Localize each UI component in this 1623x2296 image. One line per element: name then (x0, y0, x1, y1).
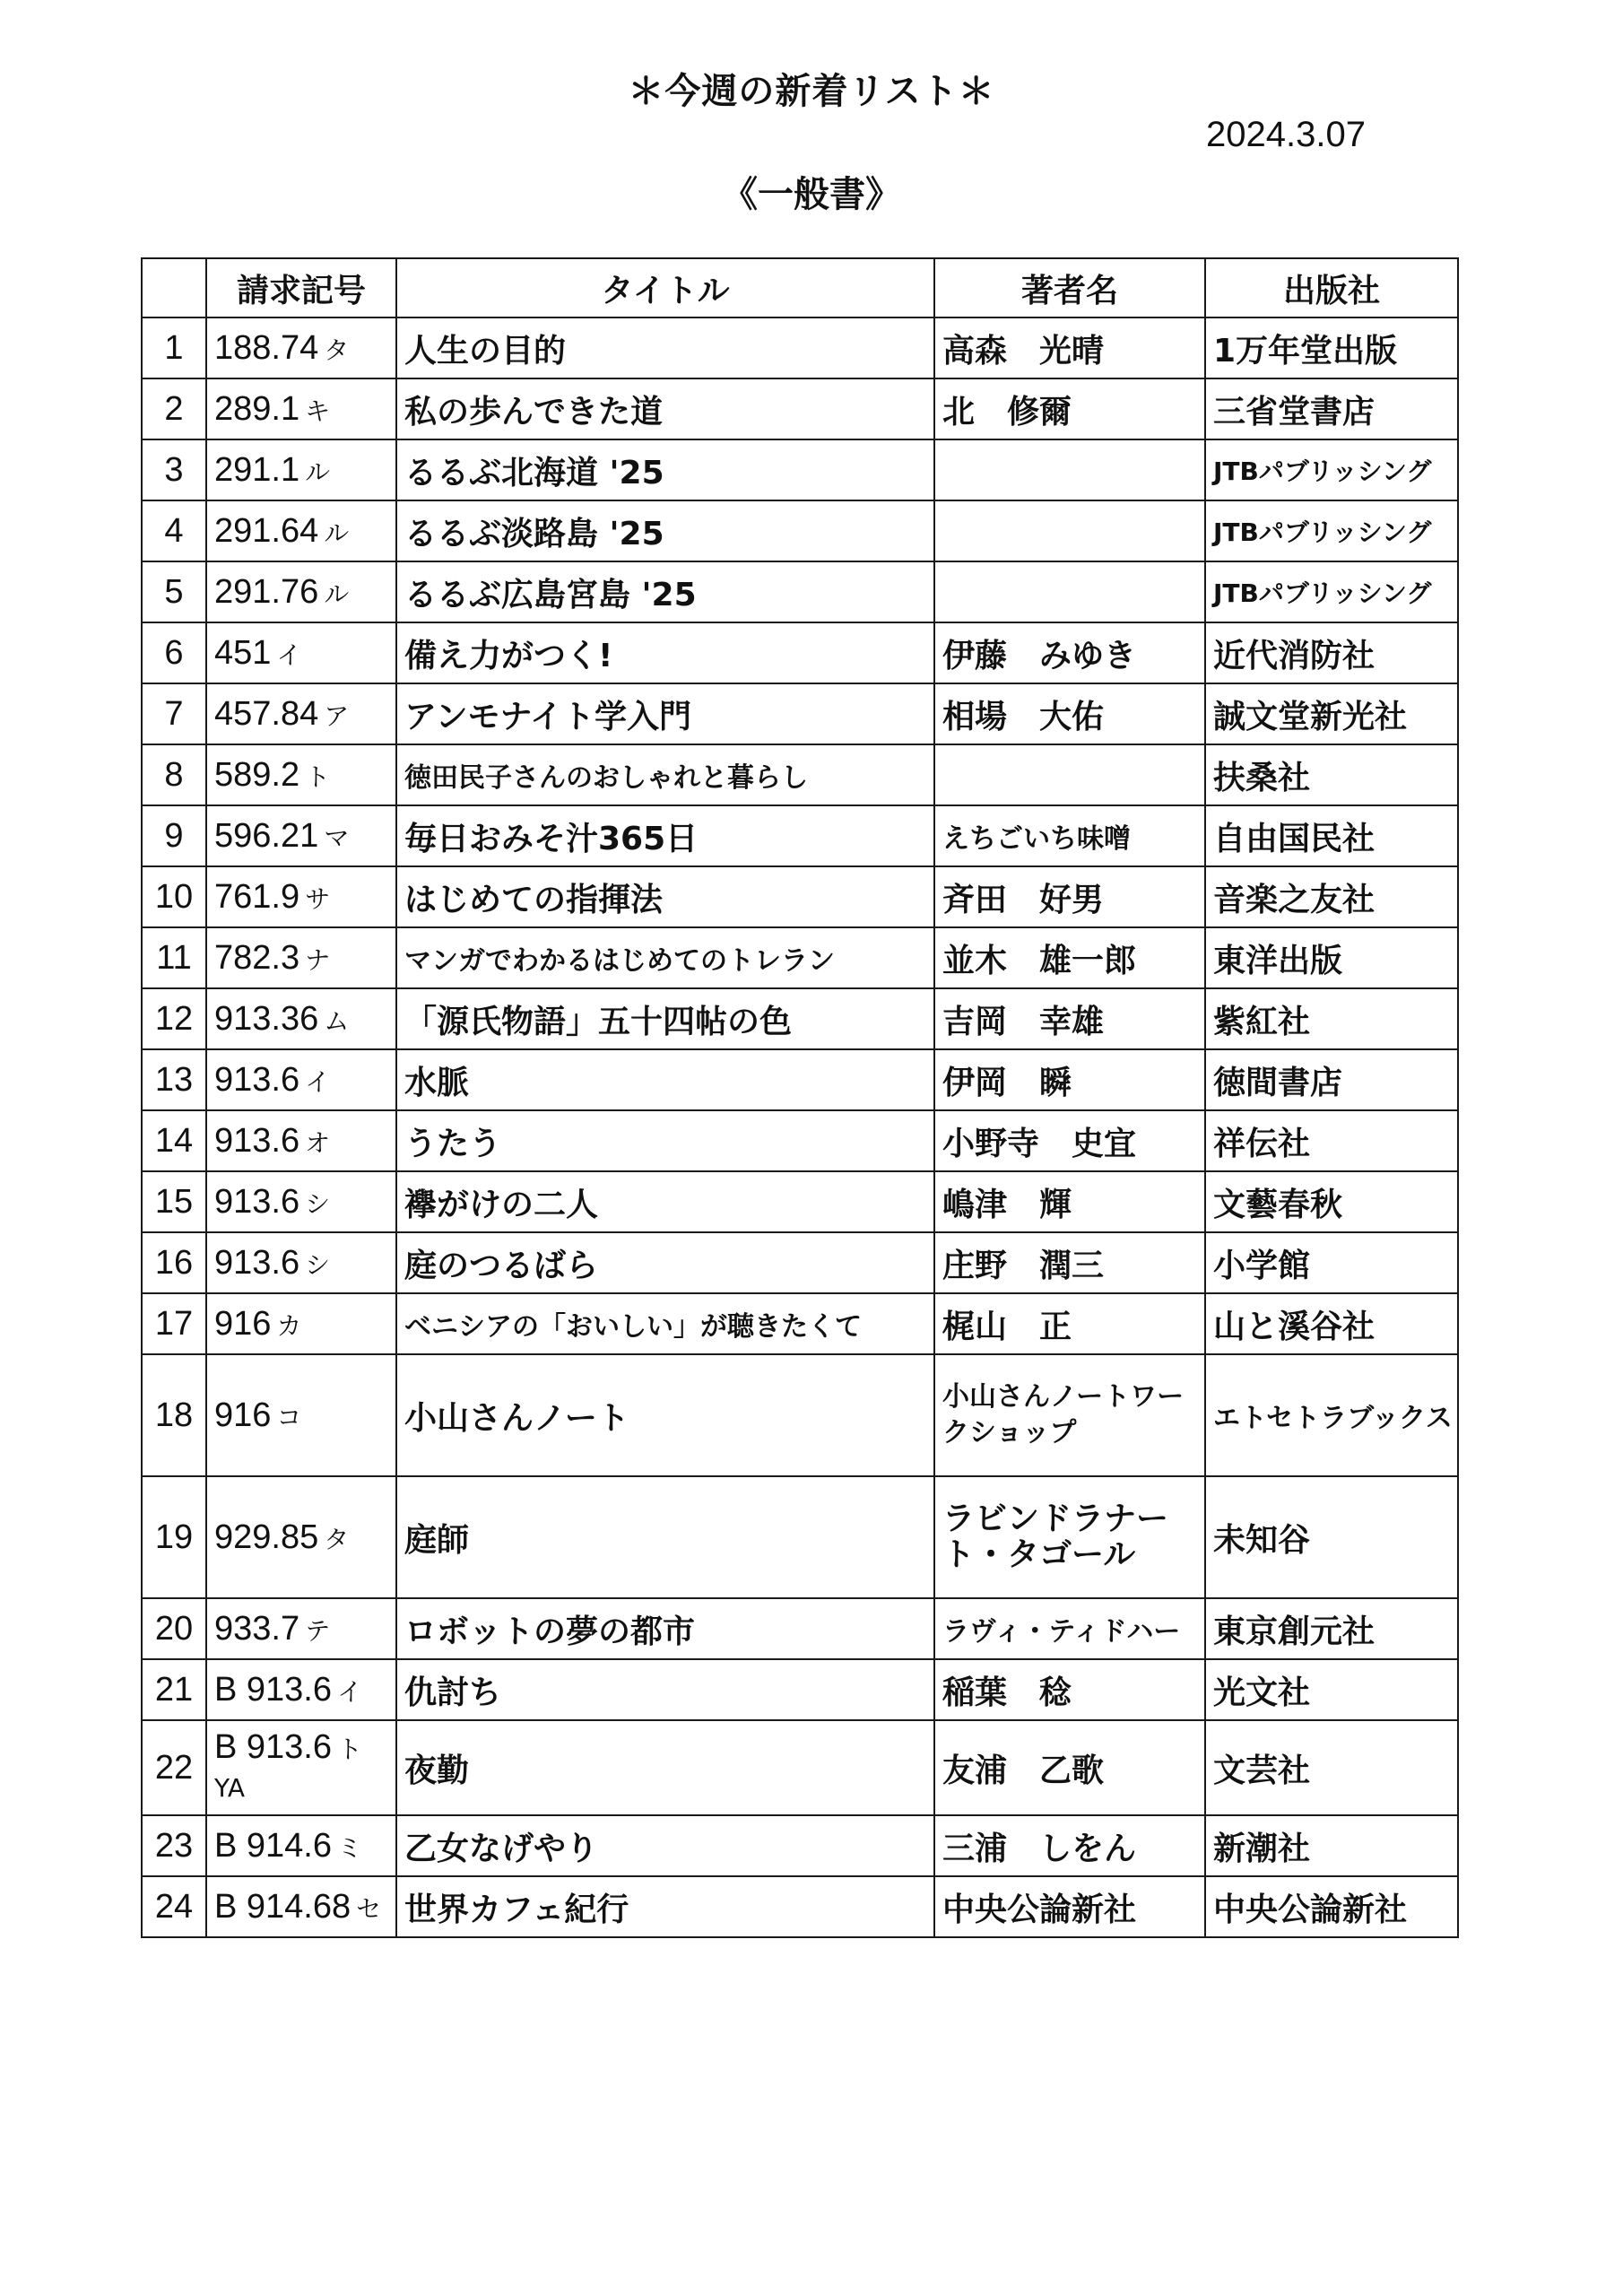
list-title: ＊今週の新着リスト＊ (628, 71, 995, 112)
table-row (142, 1815, 1458, 1876)
publisher-name: 自由国民社 (1205, 805, 1458, 866)
call-number (206, 683, 396, 744)
call-number-author-mark: ナ (305, 944, 331, 975)
call-number-author-mark: シ (305, 1249, 331, 1280)
call-number-class: 451 (214, 633, 272, 672)
call-number-author-mark: シ (305, 1188, 331, 1219)
column-header-publisher: 出版社 (1205, 258, 1458, 317)
call-number-author-mark: ル (324, 517, 350, 548)
table-row (142, 1110, 1458, 1171)
book-title: るるぶ北海道 '25 (396, 439, 934, 500)
call-number-author-mark: イ (276, 639, 302, 670)
book-title: 世界カフェ紀行 (396, 1876, 934, 1937)
call-number-author-mark: コ (276, 1402, 302, 1432)
call-number-class: 929.85 (214, 1518, 319, 1556)
author-name: 梶山 正 (934, 1293, 1205, 1354)
call-number-class: 913.6 (214, 1182, 300, 1221)
author-name: 吉岡 幸雄 (934, 988, 1205, 1049)
book-title: 庭のつるばら (396, 1232, 934, 1293)
table-row (142, 1049, 1458, 1110)
book-title: 「源氏物語」五十四帖の色 (396, 988, 934, 1049)
publisher-name: 未知谷 (1205, 1476, 1458, 1598)
call-number-class: B 913.6 (214, 1728, 332, 1766)
author-name: 伊岡 瞬 (934, 1049, 1205, 1110)
call-number-class: 291.64 (214, 511, 319, 550)
call-number-class: 589.2 (214, 755, 300, 794)
author-name: 三浦 しをん (934, 1815, 1205, 1876)
publisher-name: JTBパブリッシング (1205, 439, 1458, 500)
call-number-author-mark: ト (305, 761, 331, 792)
table-row (142, 683, 1458, 744)
call-number-class: 916 (214, 1396, 272, 1434)
call-number-author-mark: タ (324, 1524, 350, 1554)
publisher-name: 中央公論新社 (1205, 1876, 1458, 1937)
table-row (142, 1659, 1458, 1720)
row-number: 13 (142, 1049, 206, 1110)
row-number: 19 (142, 1476, 206, 1598)
book-title: るるぶ広島宮島 '25 (396, 561, 934, 622)
call-number-author-mark: カ (276, 1310, 302, 1341)
publisher-name: 近代消防社 (1205, 622, 1458, 683)
call-number (206, 744, 396, 805)
book-title: アンモナイト学入門 (396, 683, 934, 744)
call-number-class: 761.9 (214, 877, 300, 916)
publisher-name: 新潮社 (1205, 1815, 1458, 1876)
call-number-author-mark: ア (324, 700, 350, 731)
publisher-name: 扶桑社 (1205, 744, 1458, 805)
author-name: 小野寺 史宜 (934, 1110, 1205, 1171)
publisher-name: 文藝春秋 (1205, 1171, 1458, 1232)
publisher-name: 三省堂書店 (1205, 378, 1458, 439)
call-number-class: 596.21 (214, 816, 319, 855)
book-title: ロボットの夢の都市 (396, 1598, 934, 1659)
column-header-number (142, 258, 206, 317)
table-row (142, 988, 1458, 1049)
table-row (142, 927, 1458, 988)
list-date: 2024.3.07 (1206, 115, 1366, 154)
table-row (142, 378, 1458, 439)
call-number (206, 988, 396, 1049)
publisher-name: 誠文堂新光社 (1205, 683, 1458, 744)
call-number-class: 289.1 (214, 389, 300, 428)
call-number-class: B 914.68 (214, 1887, 352, 1926)
row-number: 1 (142, 317, 206, 378)
call-number (206, 866, 396, 927)
call-number (206, 1815, 396, 1876)
publisher-name: 東京創元社 (1205, 1598, 1458, 1659)
book-title: 襷がけの二人 (396, 1171, 934, 1232)
row-number: 8 (142, 744, 206, 805)
publisher-name: 1万年堂出版 (1205, 317, 1458, 378)
book-title: マンガでわかるはじめてのトレラン (396, 927, 934, 988)
table-header-row (142, 258, 1458, 317)
row-number: 12 (142, 988, 206, 1049)
call-number-class: 933.7 (214, 1609, 300, 1648)
call-number (206, 927, 396, 988)
table-row (142, 866, 1458, 927)
author-name: 北 修爾 (934, 378, 1205, 439)
call-number-class: 188.74 (214, 328, 319, 367)
table-row (142, 622, 1458, 683)
call-number-class: 457.84 (214, 694, 319, 733)
publisher-name: 小学館 (1205, 1232, 1458, 1293)
table-row (142, 317, 1458, 378)
book-title: 夜勤 (396, 1720, 934, 1815)
publisher-name: 音楽之友社 (1205, 866, 1458, 927)
author-name: 嶋津 輝 (934, 1171, 1205, 1232)
author-name: えちごいち味噌 (934, 805, 1205, 866)
row-number: 3 (142, 439, 206, 500)
author-name (934, 500, 1205, 561)
table-row (142, 1293, 1458, 1354)
publisher-name: 祥伝社 (1205, 1110, 1458, 1171)
author-name: 稲葉 稔 (934, 1659, 1205, 1720)
call-number (206, 561, 396, 622)
call-number (206, 1171, 396, 1232)
column-header-author: 著者名 (934, 258, 1205, 317)
row-number: 7 (142, 683, 206, 744)
book-title: 乙女なげやり (396, 1815, 934, 1876)
row-number: 9 (142, 805, 206, 866)
book-title: 水脈 (396, 1049, 934, 1110)
author-name (934, 744, 1205, 805)
call-number (206, 1876, 396, 1937)
publisher-name: 紫紅社 (1205, 988, 1458, 1049)
row-number: 11 (142, 927, 206, 988)
row-number: 22 (142, 1720, 206, 1815)
book-title: はじめての指揮法 (396, 866, 934, 927)
book-title: 毎日おみそ汁365日 (396, 805, 934, 866)
call-number-author-mark: オ (305, 1127, 331, 1158)
table-row (142, 744, 1458, 805)
call-number-class: B 914.6 (214, 1826, 332, 1865)
row-number: 6 (142, 622, 206, 683)
book-title: 庭師 (396, 1476, 934, 1598)
author-name: 相場 大佑 (934, 683, 1205, 744)
call-number (206, 1659, 396, 1720)
call-number-class: 913.6 (214, 1060, 300, 1099)
author-name (934, 439, 1205, 500)
publisher-name: 光文社 (1205, 1659, 1458, 1720)
row-number: 16 (142, 1232, 206, 1293)
author-name: 中央公論新社 (934, 1876, 1205, 1937)
call-number (206, 1232, 396, 1293)
call-number-author-mark: タ (324, 335, 350, 365)
table-row (142, 561, 1458, 622)
section-heading: 《一般書》 (722, 174, 901, 215)
call-number-author-mark: マ (324, 822, 350, 853)
column-header-title: タイトル (396, 258, 934, 317)
column-header-call-number: 請求記号 (206, 258, 396, 317)
call-number (206, 622, 396, 683)
author-name: 伊藤 みゆき (934, 622, 1205, 683)
row-number: 15 (142, 1171, 206, 1232)
call-number-class: 913.6 (214, 1243, 300, 1282)
book-title: 仇討ち (396, 1659, 934, 1720)
call-number (206, 805, 396, 866)
publisher-name: JTBパブリッシング (1205, 561, 1458, 622)
row-number: 10 (142, 866, 206, 927)
author-name: 斉田 好男 (934, 866, 1205, 927)
table-row (142, 1598, 1458, 1659)
call-number (206, 500, 396, 561)
call-number-author-mark: セ (356, 1893, 382, 1924)
row-number: 23 (142, 1815, 206, 1876)
book-title: るるぶ淡路島 '25 (396, 500, 934, 561)
call-number-class: 291.76 (214, 572, 319, 611)
call-number-class: B 913.6 (214, 1670, 332, 1709)
book-title: 小山さんノート (396, 1354, 934, 1476)
call-number-author-mark: ミ (337, 1832, 363, 1863)
table-row (142, 1354, 1458, 1476)
table-row (142, 439, 1458, 500)
row-number: 5 (142, 561, 206, 622)
call-number (206, 1476, 396, 1598)
call-number-class: 291.1 (214, 450, 300, 489)
author-name: 庄野 潤三 (934, 1232, 1205, 1293)
row-number: 17 (142, 1293, 206, 1354)
call-number (206, 1354, 396, 1476)
table-row (142, 1876, 1458, 1937)
table-row (142, 1720, 1458, 1815)
call-number-author-mark: テ (305, 1615, 331, 1646)
publisher-name: 文芸社 (1205, 1720, 1458, 1815)
call-number-author-mark: ム (324, 1005, 350, 1036)
call-number (206, 378, 396, 439)
call-number-author-mark: ル (324, 578, 350, 609)
table-row (142, 500, 1458, 561)
call-number-class: 913.36 (214, 999, 319, 1038)
call-number (206, 439, 396, 500)
call-number-author-mark: ル (305, 457, 331, 487)
book-title: 人生の目的 (396, 317, 934, 378)
call-number-author-mark: イ (337, 1676, 363, 1707)
new-arrivals-table (141, 257, 1459, 1938)
row-number: 14 (142, 1110, 206, 1171)
call-number (206, 317, 396, 378)
table-body (142, 317, 1458, 1937)
call-number-author-mark: ト YA (214, 1735, 363, 1803)
author-name (934, 561, 1205, 622)
author-name: 高森 光晴 (934, 317, 1205, 378)
call-number-class: 782.3 (214, 938, 300, 977)
row-number: 21 (142, 1659, 206, 1720)
call-number-class: 913.6 (214, 1121, 300, 1160)
table-row (142, 1232, 1458, 1293)
call-number-author-mark: サ (305, 883, 331, 914)
row-number: 24 (142, 1876, 206, 1937)
publisher-name: 東洋出版 (1205, 927, 1458, 988)
call-number-author-mark: キ (305, 396, 331, 426)
table-row (142, 1171, 1458, 1232)
book-title: ベニシアの「おいしい」が聴きたくて (396, 1293, 934, 1354)
call-number-author-mark: イ (305, 1066, 331, 1097)
table-row (142, 1476, 1458, 1598)
call-number (206, 1720, 396, 1815)
book-title: 徳田民子さんのおしゃれと暮らし (396, 744, 934, 805)
author-name: ラヴィ・ティドハー (934, 1598, 1205, 1659)
call-number-class: 916 (214, 1304, 272, 1343)
author-name: 小山さんノートワークショップ (934, 1354, 1205, 1476)
row-number: 4 (142, 500, 206, 561)
call-number (206, 1293, 396, 1354)
table-row (142, 805, 1458, 866)
row-number: 2 (142, 378, 206, 439)
author-name: 並木 雄一郎 (934, 927, 1205, 988)
publisher-name: 徳間書店 (1205, 1049, 1458, 1110)
author-name: 友浦 乙歌 (934, 1720, 1205, 1815)
call-number (206, 1598, 396, 1659)
call-number (206, 1049, 396, 1110)
row-number: 20 (142, 1598, 206, 1659)
book-title: 備え力がつく! (396, 622, 934, 683)
author-name: ラビンドラナート・タゴール (934, 1476, 1205, 1598)
book-title: 私の歩んできた道 (396, 378, 934, 439)
row-number: 18 (142, 1354, 206, 1476)
publisher-name: エトセトラブックス (1205, 1354, 1458, 1476)
publisher-name: 山と溪谷社 (1205, 1293, 1458, 1354)
publisher-name: JTBパブリッシング (1205, 500, 1458, 561)
book-title: うたう (396, 1110, 934, 1171)
call-number (206, 1110, 396, 1171)
